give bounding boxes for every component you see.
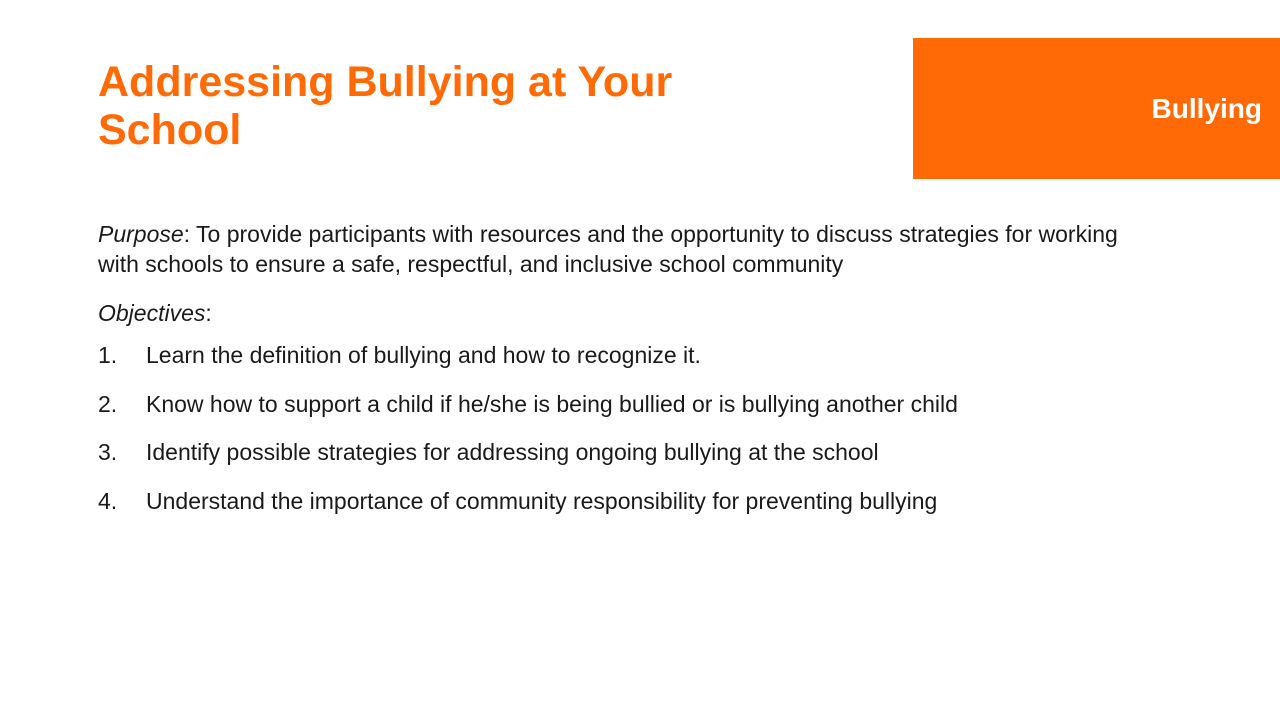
objectives-label: Objectives [98,300,206,326]
objective-number: 4. [98,487,118,514]
slide-title: Addressing Bullying at Your School [98,58,673,154]
objectives-heading [98,299,1218,328]
objective-text: Know how to support a child if he/she is being bullied or is bullying another child [146,390,958,417]
objective-item [98,438,1218,467]
objective-number: 3. [98,439,118,465]
purpose-label: Purpose [98,221,184,247]
objective-text: Identify possible strategies for addressing ongoing bullying at the school [146,439,879,465]
objective-number: 1. [98,342,118,368]
slide-body [98,220,1218,535]
objective-number: 2. [98,390,118,417]
objectives-colon: : [205,300,212,326]
purpose-text: : To provide participants with resources and the opportunity to discuss strategies for working with schools to ensure a safe, respectful, and inclusive school community [98,221,1118,277]
objective-item [98,390,1218,419]
objectives-list [98,341,1218,516]
purpose-paragraph [98,220,1158,279]
objective-text: Understand the importance of community responsibility for preventing bullying [146,487,938,514]
section-tab [913,38,1280,179]
section-tab-label: Bullying [1151,93,1262,124]
objective-text: Learn the definition of bullying and how to recognize it. [146,342,701,368]
objective-item [98,341,1218,370]
objective-item [98,487,1218,516]
